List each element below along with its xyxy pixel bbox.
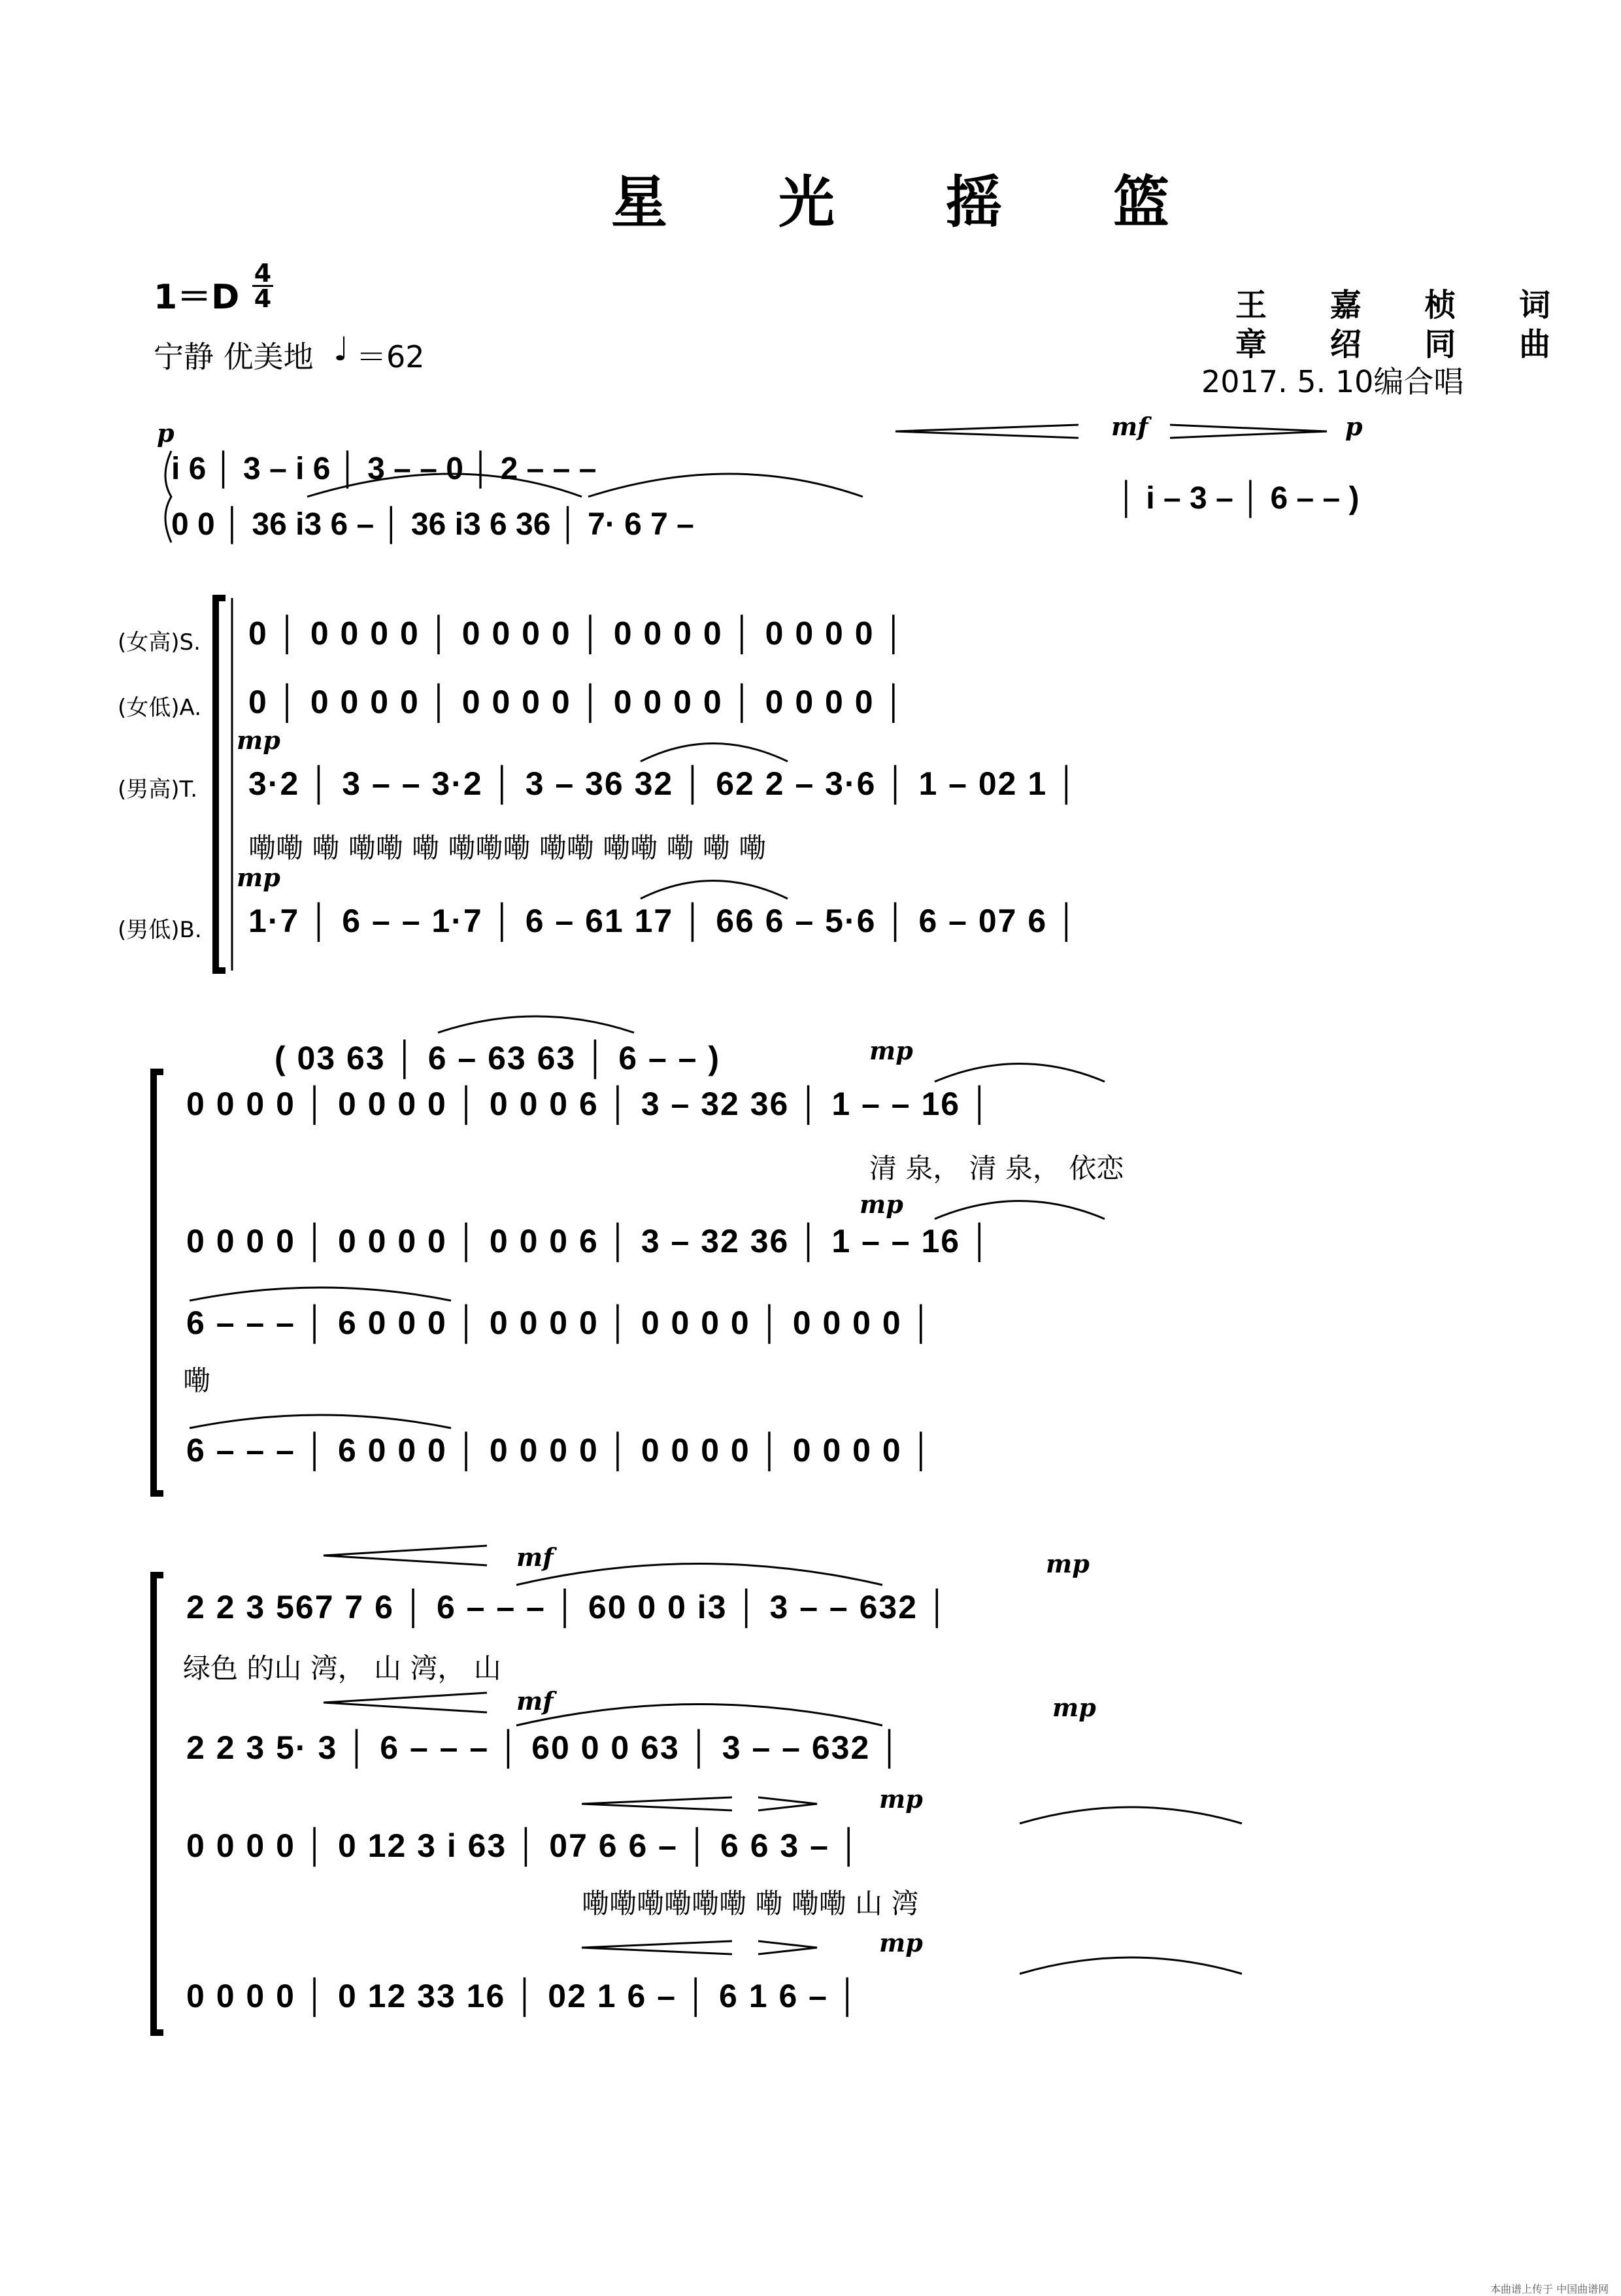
- system3-soprano-slur: [516, 1564, 882, 1586]
- system3-alto: 2 2 3 5· 3 │ 6 – – – │ 60 0 0 63 │ 3 – – 632 │: [186, 1729, 903, 1766]
- system3-soprano-dynamic-mp: mp: [1046, 1549, 1090, 1578]
- system2-alto-dynamic: mp: [860, 1190, 903, 1219]
- system3-bass-dynamic: mp: [879, 1928, 923, 1957]
- intro-lower-line: 0 0 │ 36 i3 6 – │ 36 i3 6 36 │ 7· 6 7 –: [171, 507, 694, 542]
- part-label-alto: (女低)A.: [118, 695, 201, 721]
- system1-tenor: 3·2 │ 3 – – 3·2 │ 3 – 36 32 │ 62 2 – 3·6 │ 1 – 02 1 │: [248, 765, 1080, 802]
- intro-brace: [165, 451, 171, 542]
- intro-dim-hairpin: [1170, 425, 1327, 438]
- system3-soprano-dynamic-mf: mf: [516, 1542, 554, 1572]
- system1-bass-dynamic: mp: [237, 863, 280, 892]
- system2-soprano-slur: [935, 1064, 1105, 1082]
- system3-tenor-hairpin-cresc: [582, 1797, 732, 1810]
- system1-tenor-lyric: 嘞嘞 嘞 嘞嘞 嘞 嘞嘞嘞 嘞嘞 嘞嘞 嘞 嘞 嘞: [248, 832, 767, 864]
- system2-bracket: [154, 1072, 163, 1493]
- system1-alto: 0 │ 0 0 0 0 │ 0 0 0 0 │ 0 0 0 0 │ 0 0 0 0 │: [248, 684, 907, 720]
- system1-bracket: [216, 598, 226, 971]
- system2-alto: 0 0 0 0 │ 0 0 0 0 │ 0 0 0 6 │ 3 – 32 36 │ 1 – – 16 │: [186, 1223, 993, 1259]
- system3-tenor-lyric: 嘞嘞嘞嘞嘞嘞 嘞 嘞嘞 山 湾: [582, 1888, 919, 1920]
- part-label-bass: (男低)B.: [118, 917, 202, 943]
- intro-dynamic-p: p: [157, 418, 175, 448]
- system2-alto-slur: [935, 1201, 1105, 1220]
- quarter-note-icon: ♩: [333, 330, 349, 368]
- system2-tenor-slur: [190, 1288, 451, 1301]
- system2-soprano-dynamic: mp: [869, 1036, 913, 1065]
- system3-alto-slur: [516, 1705, 882, 1726]
- footer-watermark: 本曲谱上传于 中国曲谱网: [1490, 2283, 1609, 2295]
- system1-tenor-slur: [641, 744, 788, 762]
- system2-tenor-lyric: 嘞: [183, 1365, 211, 1397]
- system3-bracket: [154, 1575, 163, 2033]
- intro-dynamic-p-end: p: [1345, 412, 1363, 441]
- intro-slur-1: [307, 474, 582, 497]
- time-signature-bottom: 4: [254, 284, 272, 313]
- composer-credit: 章 绍 同 曲: [1235, 326, 1577, 363]
- key-signature: 1＝D: [154, 278, 240, 317]
- system3-bass-hairpin-dim: [758, 1941, 817, 1954]
- system1-bass-slur: [641, 881, 788, 899]
- system2-soprano: 0 0 0 0 │ 0 0 0 0 │ 0 0 0 6 │ 3 – 32 36 │ 1 – – 16 │: [186, 1086, 993, 1122]
- time-signature-top: 4: [254, 259, 272, 288]
- lyricist-credit: 王 嘉 桢 词: [1235, 287, 1577, 324]
- system3-soprano: 2 2 3 567 7 6 │ 6 – – – │ 60 0 0 i3 │ 3 – – 632 │: [186, 1589, 950, 1625]
- intro-ending: │ i – 3 – │ 6 – – ): [1118, 481, 1360, 516]
- system1-bass: 1·7 │ 6 – – 1·7 │ 6 – 61 17 │ 66 6 – 5·6 │ 6 – 07 6 │: [248, 903, 1080, 939]
- system2-tenor: 6 – – – │ 6 0 0 0 │ 0 0 0 0 │ 0 0 0 0 │ 0 0 0 0 │: [186, 1305, 934, 1341]
- system2-bass-slur: [190, 1415, 451, 1428]
- system3-tenor-dynamic: mp: [879, 1784, 923, 1814]
- system3-tenor-hairpin-dim: [758, 1797, 817, 1810]
- part-label-tenor: (男高)T.: [118, 776, 198, 803]
- system2-soprano-top: ( 03 63 │ 6 – 63 63 │ 6 – – ): [275, 1040, 720, 1076]
- system3-bass: 0 0 0 0 │ 0 12 33 16 │ 02 1 6 – │ 6 1 6 – │: [186, 1978, 861, 2014]
- intro-dynamic-mf: mf: [1111, 412, 1148, 441]
- intro-upper-line: i 6 │ 3 – i 6 │ 3 – – 0 │ 2 – – –: [171, 452, 597, 486]
- system3-soprano-lyric: 绿色 的山 湾， 山 湾， 山: [183, 1652, 501, 1684]
- system3-alto-dynamic-mf: mf: [516, 1686, 554, 1716]
- system2-soprano-lyric: 清 泉， 清 泉， 依恋: [869, 1152, 1124, 1184]
- system1-soprano: 0 │ 0 0 0 0 │ 0 0 0 0 │ 0 0 0 0 │ 0 0 0 0 │: [248, 615, 907, 652]
- intro-slur-2: [588, 474, 863, 497]
- system3-alto-hairpin: [324, 1693, 487, 1712]
- system2-bass: 6 – – – │ 6 0 0 0 │ 0 0 0 0 │ 0 0 0 0 │ 0 0 0 0 │: [186, 1432, 934, 1469]
- part-label-soprano: (女高)S.: [118, 629, 201, 656]
- system1-tenor-dynamic: mp: [237, 725, 280, 755]
- system2-top-slur: [438, 1016, 634, 1033]
- arrangement-credit: 2017. 5. 10编合唱: [1201, 364, 1464, 399]
- system3-alto-dynamic-mp: mp: [1052, 1693, 1096, 1722]
- system3-soprano-hairpin: [324, 1546, 487, 1565]
- system3-tenor: 0 0 0 0 │ 0 12 3 i 63 │ 07 6 6 – │ 6 6 3 – │: [186, 1827, 862, 1864]
- system3-bass-hairpin-cresc: [582, 1941, 732, 1954]
- tempo-text: 宁静 优美地: [154, 339, 314, 374]
- tempo-value: ＝62: [356, 339, 425, 374]
- system3-tenor-slur: [1020, 1807, 1242, 1823]
- intro-cresc-hairpin: [895, 425, 1078, 438]
- song-title: 星 光 摇 篮: [611, 169, 1215, 235]
- system3-bass-slur: [1020, 1957, 1242, 1974]
